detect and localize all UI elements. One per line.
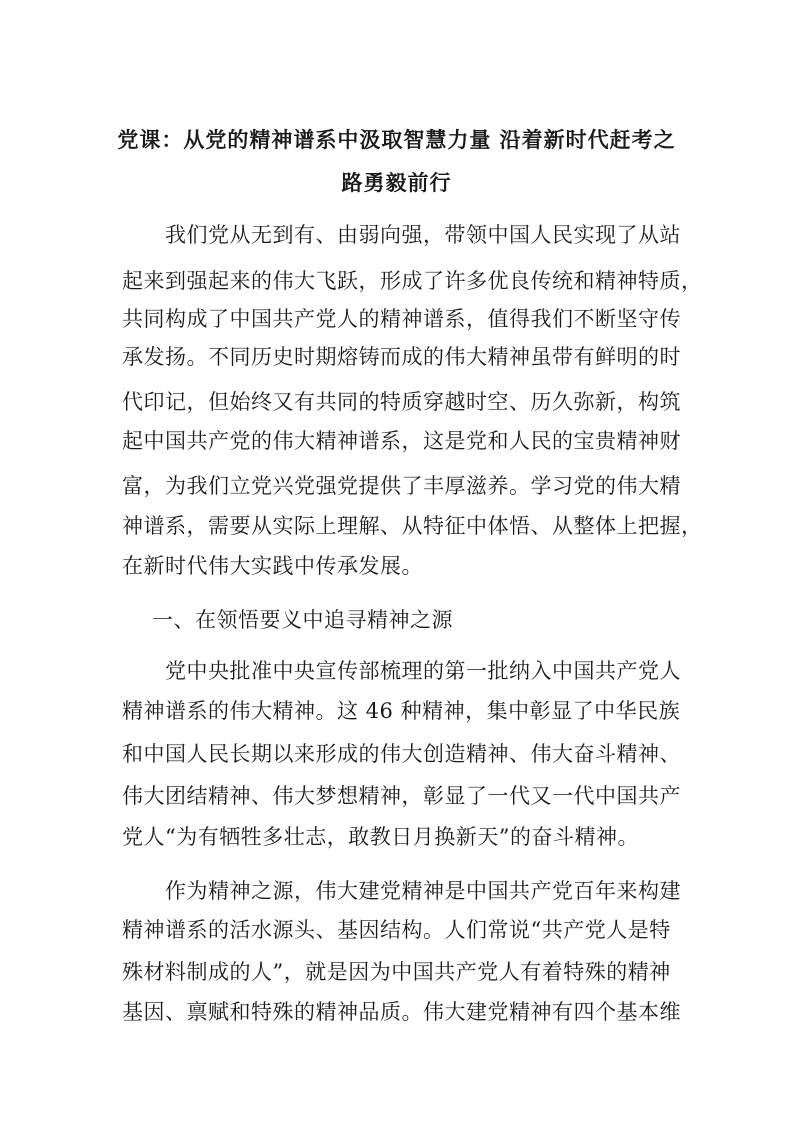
paragraph-line: 精神谱系的伟大精神。这 46 种精神，集中彰显了中华民族 [122, 699, 681, 723]
paragraph-line: 起中国共产党的伟大精神谱系，这是党和人民的宝贵精神财 [122, 429, 681, 453]
paragraph-line: 承发扬。不同历史时期熔铸而成的伟大精神虽带有鲜明的时 [122, 345, 681, 369]
paragraph-line: 党中央批准中央宣传部梳理的第一批纳入中国共产党人 [122, 659, 681, 683]
paragraph-line: 和中国人民长期以来形成的伟大创造精神、伟大奋斗精神、 [122, 742, 681, 766]
paragraph-line: 我们党从无到有、由弱向强，带领中国人民实现了从站 [122, 223, 681, 247]
paragraph-line: 代印记，但始终又有共同的特质穿越时空、历久弥新，构筑 [122, 390, 681, 414]
document-title-line-2: 路勇毅前行 [341, 170, 452, 195]
document-title-line-1: 党课：从党的精神谱系中汲取智慧力量 沿着新时代赶考之 [117, 127, 676, 152]
paragraph-line: 起来到强起来的伟大飞跃，形成了许多优良传统和精神特质， [122, 269, 703, 293]
paragraph-line: 富，为我们立党兴党强党提供了丰厚滋养。学习党的伟大精 [122, 474, 681, 498]
paragraph-line: 殊材料制成的人”，就是因为中国共产党人有着特殊的精神 [122, 960, 671, 984]
paragraph-line: 精神谱系的活水源头、基因结构。人们常说“共产党人是特 [122, 918, 671, 942]
paragraph-line: 作为精神之源，伟大建党精神是中国共产党百年来构建 [122, 879, 681, 903]
paragraph-line: 在新时代伟大实践中传承发展。 [122, 554, 423, 578]
paragraph-line: 伟大团结精神、伟大梦想精神，彰显了一代又一代中国共产 [122, 784, 681, 808]
section-heading: 一、在领悟要义中追寻精神之源 [152, 608, 453, 632]
paragraph-line: 共同构成了中国共产党人的精神谱系，值得我们不断坚守传 [122, 307, 681, 331]
paragraph-line: 神谱系，需要从实际上理解、从特征中体悟、从整体上把握， [122, 514, 703, 538]
paragraph-line: 党人“为有牺牲多壮志，敢教日月换新天”的奋斗精神。 [122, 825, 639, 849]
paragraph-line: 基因、禀赋和特殊的精神品质。伟大建党精神有四个基本维 [122, 1000, 681, 1024]
